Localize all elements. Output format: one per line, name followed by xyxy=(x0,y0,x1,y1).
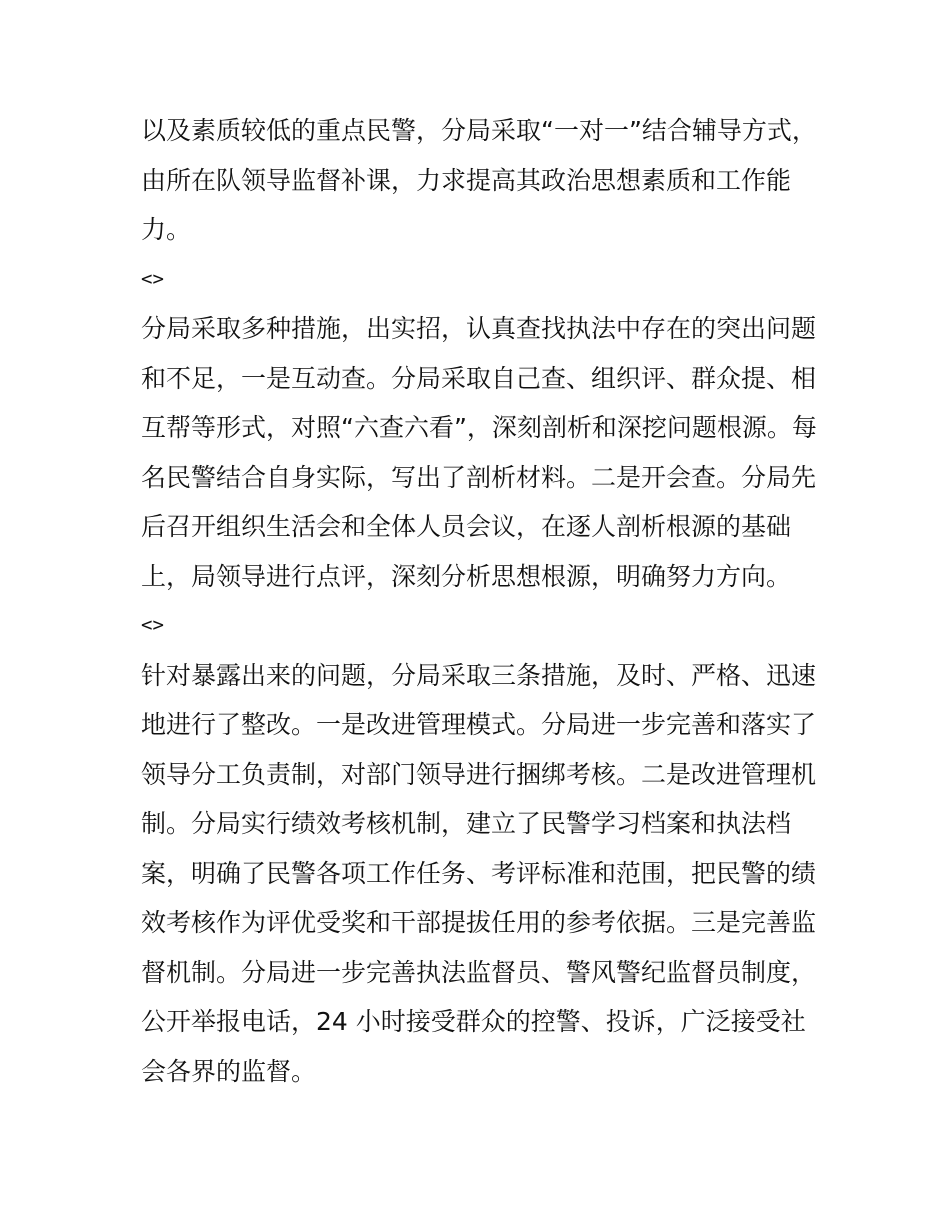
document-body xyxy=(141,106,821,1096)
text-line: 领导分工负责制，对部门领导进行捆绑考核。二是改进管理机 xyxy=(141,759,817,789)
paragraph-2 xyxy=(141,304,821,601)
text-line: 会各界的监督。 xyxy=(141,1056,317,1086)
text-line: 效考核作为评优受奖和干部提拔任用的参考依据。三是完善监 xyxy=(141,908,817,937)
text-line: 分局采取多种措施，出实招，认真查找执法中存在的突出问题 xyxy=(141,314,817,343)
paragraph-3 xyxy=(141,651,821,1097)
paragraph-1 xyxy=(141,106,821,255)
text-line: 以及素质较低的重点民警，分局采取“一对一”结合辅导方式， xyxy=(141,116,817,145)
text-line: 督机制。分局进一步完善执法监督员、警风警纪监督员制度， xyxy=(141,957,817,987)
paragraph-separator: <> xyxy=(141,614,164,636)
text-line: 后召开组织生活会和全体人员会议，在逐人剖析根源的基础 xyxy=(141,512,792,541)
text-line: 制。分局实行绩效考核机制，建立了民警学习档案和执法档 xyxy=(141,809,792,838)
paragraph-separator: <> xyxy=(141,267,164,290)
text-line: 和不足，一是互动查。分局采取自己查、组织评、群众提、相 xyxy=(141,363,817,393)
text-line: 名民警结合自身实际，写出了剖析材料。二是开会查。分局先 xyxy=(141,462,817,492)
text-line: 针对暴露出来的问题，分局采取三条措施，及时、严格、迅速 xyxy=(141,660,817,690)
text-line: 公开举报电话，24 小时接受群众的控警、投诉，广泛接受社 xyxy=(141,1007,806,1036)
text-line: 由所在队领导监督补课，力求提高其政治思想素质和工作能 xyxy=(141,165,792,195)
text-line: 地进行了整改。一是改进管理模式。分局进一步完善和落实了 xyxy=(141,710,817,739)
text-line: 案，明确了民警各项工作任务、考评标准和范围，把民警的绩 xyxy=(141,858,817,888)
text-line: 力。 xyxy=(141,215,192,244)
text-line: 互帮等形式，对照“六查六看”，深刻剖析和深挖问题根源。每 xyxy=(141,413,817,442)
text-line: 上，局领导进行点评，深刻分析思想根源，明确努力方向。 xyxy=(141,561,792,591)
